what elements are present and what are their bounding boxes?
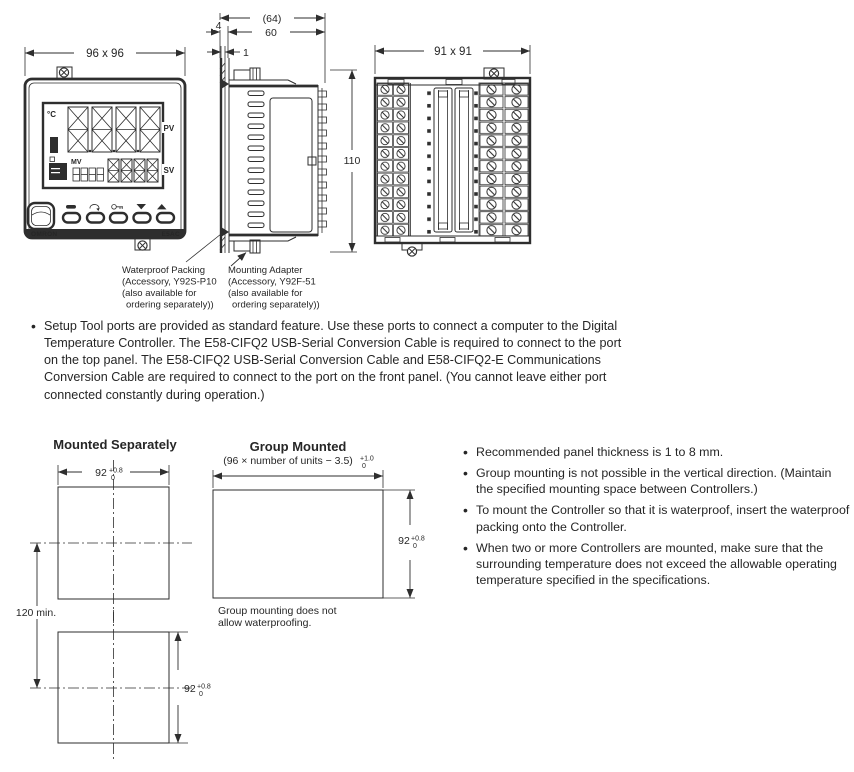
setup-tool-note [30, 318, 630, 404]
mounting-note: • When two or more Controllers are mounted, make sure that the surrounding temperature does not exceed the allowable operating temperature specified in the specifications. [462, 540, 852, 588]
side-overall-depth-label: (64) [262, 13, 282, 25]
svg-text:Waterproof Packing: Waterproof Packing [122, 265, 206, 276]
mounting-screw-icon [138, 241, 147, 250]
back-dimension-label: 91 x 91 [434, 46, 472, 58]
cutout-width-tol-plus: +0.8 [109, 467, 123, 475]
pv-label: PV [163, 124, 175, 133]
svg-text:(Accessory, Y92S-P10: (Accessory, Y92S-P10 [122, 276, 217, 288]
svg-text:(also available for: (also available for [122, 288, 197, 299]
pv-digit-display [68, 107, 160, 152]
svg-text:ordering separately)): ordering separately)) [232, 299, 320, 311]
cutout-height-tol-plus: +0.8 [197, 683, 211, 691]
panel-cutout-diagrams [0, 430, 460, 772]
svg-text:Mounting Adapter: Mounting Adapter [228, 265, 303, 276]
setup-port-cover [28, 203, 54, 229]
mv-digit-display [73, 168, 104, 181]
mounted-separately-diagram [13, 437, 211, 760]
brand-logo: OMRON [31, 231, 58, 239]
terminal-block-right [479, 83, 529, 236]
side-door [270, 98, 312, 232]
group-formula-tol-plus: +1.0 [360, 455, 374, 463]
group-height-value: 92 [398, 535, 410, 547]
group-note-line2: allow waterproofing. [218, 617, 312, 629]
status-indicator-block [49, 163, 67, 180]
center-slots [434, 88, 473, 232]
svg-text:(Accessory, Y92F-51: (Accessory, Y92F-51 [228, 276, 316, 288]
group-formula-tol-minus: 0 [362, 463, 366, 470]
bar-indicator [50, 137, 58, 153]
group-height-tol-minus: 0 [413, 543, 417, 550]
center-dot-column [473, 87, 479, 237]
side-bezel-depth-label: 4 [215, 20, 222, 32]
mounting-note: • To mount the Controller so that it is waterproof, insert the waterproof packing onto the Controller. [462, 502, 852, 534]
sv-digit-display [108, 159, 158, 182]
svg-text:ordering separately)): ordering separately)) [126, 299, 214, 311]
group-cutout-rect [213, 490, 383, 598]
cutout-height-value: 92 [184, 683, 196, 695]
terminal-block-left [377, 83, 409, 236]
sv-label: SV [163, 166, 175, 175]
mounting-screw-icon [59, 68, 68, 77]
mounting-note: • Group mounting is not possible in the vertical direction. (Maintain the specified mounting space between Controllers.) [462, 465, 852, 497]
side-view-drawing [186, 13, 364, 266]
level-key-icon [66, 205, 76, 209]
callout-mounting-adapter [228, 265, 320, 311]
mounting-adapter-bottom [229, 237, 296, 253]
side-depth-label: 60 [265, 27, 277, 39]
model-label: E5AC [161, 231, 180, 239]
dimension-drawings [0, 0, 854, 318]
group-width-formula: (96 × number of units − 3.5) [223, 455, 353, 467]
vertical-spacing-label: 120 min. [15, 607, 57, 619]
shift-key-icon [112, 205, 123, 210]
down-key-icon [137, 204, 147, 209]
mounting-screw-icon [489, 69, 498, 78]
side-lip-label: 1 [243, 47, 249, 59]
cutout-height-tol-minus: 0 [199, 691, 203, 698]
group-mounted-title: Group Mounted [249, 439, 347, 454]
mounting-notes-list [462, 444, 852, 593]
callout-waterproof-packing [122, 265, 217, 311]
center-dot-column [426, 87, 432, 237]
mv-label: MV [71, 159, 82, 166]
up-key-icon [157, 204, 167, 209]
front-panel-buttons [63, 213, 174, 223]
mounting-note: • Recommended panel thickness is 1 to 8 mm. [462, 444, 852, 460]
group-note-line1: Group mounting does not [218, 605, 337, 617]
front-dimension-label: 96 x 96 [86, 48, 124, 60]
group-mounted-diagram [213, 439, 429, 629]
back-view-drawing [375, 45, 530, 256]
vent-slats [248, 91, 264, 228]
mounting-adapter-top [229, 68, 296, 84]
front-view-drawing [25, 47, 185, 250]
waterproof-leader-line [186, 234, 221, 262]
side-height-label: 110 [343, 155, 361, 167]
mode-key-icon [90, 204, 100, 211]
setup-tool-note-text: • Setup Tool ports are provided as standard feature. Use these ports to connect a computer to the Digital Temperature Controller. The E58-CIFQ2 USB-Serial Conversion Cable is required to connect to the port on the top panel. The E58-CIFQ2 USB-Serial Conversion Cable and E58-CIFQ2-E Communications Conversion Cable are required to connect to the port on the front panel. (You cannot leave either port connected constantly during operation.) [30, 318, 630, 404]
mounting-screw-icon [407, 247, 416, 256]
adapter-leader-line [231, 253, 246, 266]
svg-text:(also available for: (also available for [228, 288, 303, 299]
group-height-tol-plus: +0.8 [411, 535, 425, 543]
cutout-width-tol-minus: 0 [111, 475, 115, 482]
cutout-width-value: 92 [95, 467, 107, 479]
temp-unit-indicator: °C [47, 110, 56, 119]
mounted-separately-title: Mounted Separately [53, 437, 177, 452]
